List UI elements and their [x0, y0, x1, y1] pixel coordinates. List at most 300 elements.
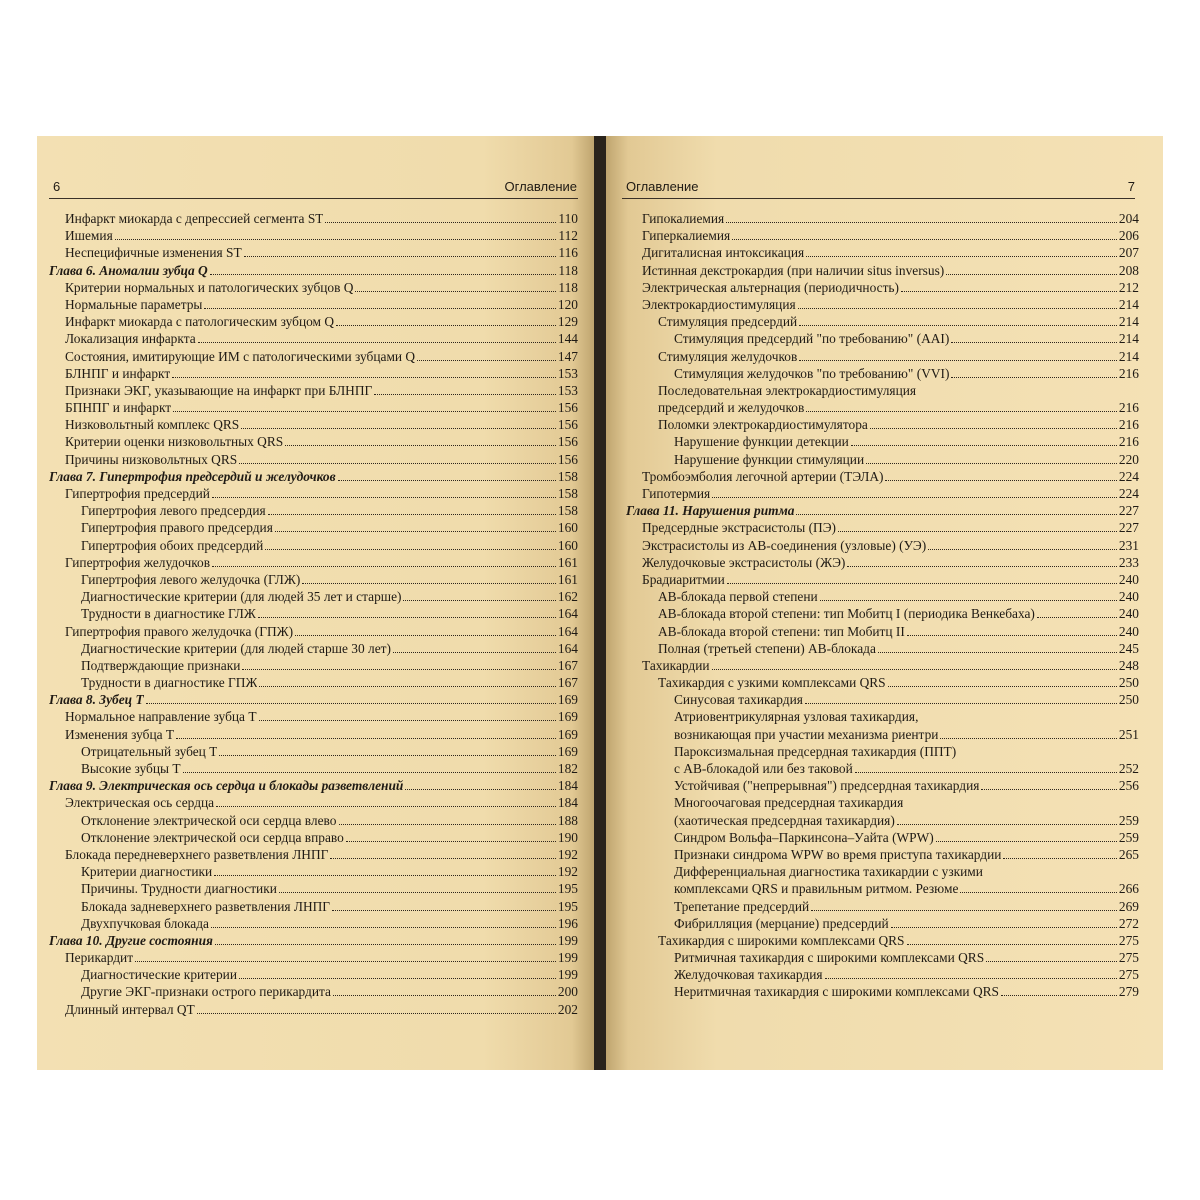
- toc-entry-title: Длинный интервал QT: [65, 1001, 195, 1017]
- toc-entry-page: 216: [1118, 417, 1139, 433]
- toc-entry-title: Локализация инфаркта: [65, 331, 196, 347]
- toc-entry-page: 158: [557, 486, 578, 501]
- toc-dot-leader: [907, 635, 1117, 636]
- toc-entry-page: 156: [557, 400, 578, 416]
- toc-dot-leader: [851, 445, 1117, 446]
- toc-entry: [626, 330, 1139, 347]
- toc-dot-leader: [907, 944, 1117, 945]
- toc-entry-page: 206: [1118, 228, 1139, 244]
- toc-entry-title: Глава 7. Гипертрофия предсердий и желудочков: [49, 468, 336, 484]
- toc-dot-leader: [259, 720, 556, 721]
- toc-entry-page: 251: [1118, 726, 1139, 742]
- toc-entry-title: возникающая при участии механизма риентри: [674, 726, 939, 742]
- toc-entry-page: 184: [557, 795, 578, 811]
- toc-entry-page: 240: [1118, 606, 1139, 622]
- toc-entry-page: 252: [1118, 761, 1139, 776]
- toc-dot-leader: [928, 549, 1117, 550]
- toc-entry-title: Инфаркт миокарда с депрессией сегмента ST: [65, 211, 324, 226]
- toc-entry-title: Трудности в диагностике ГЛЖ: [81, 606, 256, 622]
- toc-entry-page: 196: [557, 915, 578, 931]
- toc-dot-leader: [806, 256, 1117, 257]
- toc-entry: [626, 227, 1139, 244]
- toc-chapter-heading: [49, 777, 578, 794]
- toc-entry-title: Критерии диагностики: [81, 864, 213, 880]
- toc-entry: [626, 777, 1139, 794]
- toc-entry: [626, 296, 1139, 313]
- toc-dot-leader: [897, 824, 1117, 825]
- toc-entry-title: Гипертрофия обоих предсердий: [81, 537, 264, 553]
- toc-entry-title: Гипертрофия правого предсердия: [81, 520, 273, 536]
- toc-entry-page: 245: [1118, 640, 1139, 656]
- toc-entry: [49, 279, 578, 296]
- toc-dot-leader: [1003, 858, 1116, 859]
- toc-entry-page: 227: [1118, 520, 1139, 536]
- toc-entry: [626, 348, 1139, 365]
- toc-entry-title: Тромбоэмболия легочной артерии (ТЭЛА): [642, 468, 884, 484]
- toc-entry-title: Диагностические критерии: [81, 967, 238, 983]
- toc-entry-page: 204: [1118, 211, 1139, 226]
- toc-entry: [626, 605, 1139, 622]
- toc-entry: [49, 502, 578, 519]
- toc-entry-page: 214: [1118, 331, 1139, 347]
- toc-dot-leader: [214, 875, 556, 876]
- toc-entry: [626, 726, 1139, 743]
- toc-dot-leader: [355, 291, 556, 292]
- toc-entry-page: 256: [1118, 778, 1139, 794]
- toc-entry-page: 160: [557, 537, 578, 553]
- toc-dot-leader: [806, 411, 1117, 412]
- toc-entry-page: 161: [557, 554, 578, 570]
- toc-entry-title: Глава 8. Зубец T: [49, 692, 144, 708]
- toc-entry: [49, 571, 578, 588]
- toc-entry-title: Изменения зубца T: [65, 726, 175, 742]
- toc-entry-title: Нормальное направление зубца T: [65, 709, 257, 725]
- toc-entry-title: Желудочковые экстрасистолы (ЖЭ): [642, 554, 846, 570]
- toc-entry: [49, 588, 578, 605]
- toc-dot-leader: [951, 377, 1116, 378]
- toc-dot-leader: [870, 428, 1117, 429]
- toc-entry-page: 188: [557, 812, 578, 828]
- toc-dot-leader: [1001, 995, 1117, 996]
- toc-dot-leader: [258, 617, 556, 618]
- toc-dot-leader: [176, 738, 556, 739]
- toc-dot-leader: [210, 274, 557, 275]
- toc-entry-title: Признаки синдрома WPW во время приступа тахикардии: [674, 846, 1002, 862]
- toc-entry: [49, 382, 578, 399]
- toc-entry-title: Тахикардии: [642, 657, 710, 673]
- toc-entry: [626, 399, 1139, 416]
- toc-entry: [49, 898, 578, 915]
- toc-entry: [49, 657, 578, 674]
- toc-entry-title: Поломки электрокардиостимулятора: [658, 417, 868, 433]
- toc-entry: [49, 365, 578, 382]
- toc-entry: [49, 794, 578, 811]
- toc-entry-page: 162: [557, 589, 578, 605]
- right-page: [606, 136, 1163, 1070]
- toc-dot-leader: [268, 514, 556, 515]
- toc-entry: [49, 605, 578, 622]
- toc-entry: [49, 416, 578, 433]
- toc-dot-leader: [241, 428, 556, 429]
- toc-entry-page: 208: [1118, 262, 1139, 278]
- toc-entry-title: Глава 11. Нарушения ритма: [626, 503, 795, 519]
- toc-entry-title: Гипокалиемия: [642, 211, 725, 226]
- toc-entry: [626, 880, 1139, 897]
- toc-entry-page: 164: [557, 640, 578, 656]
- toc-entry: [626, 210, 1139, 227]
- toc-entry-title: Тахикардия с узкими комплексами QRS: [658, 675, 886, 691]
- toc-entry: [626, 898, 1139, 915]
- toc-entry: [626, 451, 1139, 468]
- toc-entry-page: 227: [1118, 503, 1139, 519]
- toc-entry-page: 231: [1118, 537, 1139, 553]
- toc-dot-leader: [204, 308, 555, 309]
- toc-entry-page: 192: [557, 846, 578, 862]
- toc-entry-page: 214: [1118, 296, 1139, 312]
- toc-entry-title: Состояния, имитирующие ИМ с патологическими зубцами Q: [65, 348, 416, 364]
- toc-entry: [49, 760, 578, 777]
- toc-dot-leader: [346, 841, 556, 842]
- toc-entry-page: 164: [557, 623, 578, 639]
- toc-dot-leader: [936, 841, 1117, 842]
- toc-entry: [49, 330, 578, 347]
- left-running-title: Оглавление: [504, 179, 577, 194]
- toc-entry-title: Брадиаритмии: [642, 571, 725, 587]
- toc-entry-page: 118: [558, 262, 578, 278]
- toc-entry: [626, 846, 1139, 863]
- toc-entry-page: 240: [1118, 623, 1139, 639]
- toc-entry: [49, 451, 578, 468]
- toc-entry-title: Неритмичная тахикардия с широкими комплексами QRS: [674, 984, 999, 1000]
- toc-entry-title: Критерии нормальных и патологических зубцов Q: [65, 279, 354, 295]
- toc-entry-page: 220: [1118, 451, 1139, 467]
- toc-entry-page: 199: [557, 950, 578, 966]
- toc-entry-title: Критерии оценки низковольтных QRS: [65, 434, 284, 450]
- toc-entry-page: 240: [1118, 571, 1139, 587]
- toc-entry-title: Стимуляция предсердий "по требованию" (AAI): [674, 331, 950, 347]
- toc-entry-title: Низковольтный комплекс QRS: [65, 417, 240, 433]
- toc-entry: [49, 554, 578, 571]
- toc-entry: [49, 812, 578, 829]
- toc-entry-title: Гипертрофия левого предсердия: [81, 503, 266, 519]
- toc-dot-leader: [960, 892, 1116, 893]
- toc-dot-leader: [332, 910, 556, 911]
- toc-entry: [626, 554, 1139, 571]
- toc-entry-title: Предсердные экстрасистолы (ПЭ): [642, 520, 837, 536]
- toc-dot-leader: [799, 325, 1117, 326]
- toc-entry-title: БЛНПГ и инфаркт: [65, 365, 171, 381]
- toc-entry-page: 200: [557, 984, 578, 1000]
- toc-entry-title: предсердий и желудочков: [658, 400, 805, 416]
- toc-entry-title: Другие ЭКГ-признаки острого перикардита: [81, 984, 331, 1000]
- toc-dot-leader: [798, 308, 1117, 309]
- toc-chapter-heading: [49, 468, 578, 485]
- toc-entry: [626, 708, 1139, 725]
- toc-entry-title: Блокада задневерхнего разветвления ЛНПГ: [81, 898, 331, 914]
- left-page-number: 6: [53, 179, 61, 194]
- toc-entry: [626, 743, 1139, 760]
- toc-entry: [626, 760, 1139, 777]
- toc-dot-leader: [197, 1013, 556, 1014]
- toc-entry-page: 156: [557, 451, 578, 467]
- toc-entry-title: Гипотермия: [642, 486, 711, 501]
- toc-entry-title: Фибрилляция (мерцание) предсердий: [674, 915, 889, 931]
- toc-entry: [626, 279, 1139, 296]
- toc-dot-leader: [727, 583, 1117, 584]
- toc-entry: [49, 348, 578, 365]
- toc-dot-leader: [732, 239, 1117, 240]
- toc-entry-title: (хаотическая предсердная тахикардия): [674, 812, 895, 828]
- toc-dot-leader: [183, 772, 556, 773]
- toc-dot-leader: [940, 738, 1116, 739]
- toc-entry: [49, 537, 578, 554]
- toc-entry: [626, 983, 1139, 1000]
- toc-entry-page: 167: [557, 675, 578, 691]
- toc-entry-page: 182: [557, 761, 578, 776]
- toc-entry-title: Причины. Трудности диагностики: [81, 881, 277, 897]
- toc-dot-leader: [198, 342, 556, 343]
- toc-entry-title: Диагностические критерии (для людей старше 30 лет): [81, 640, 391, 656]
- toc-entry: [626, 949, 1139, 966]
- toc-entry-title: с АВ-блокадой или без таковой: [674, 761, 853, 776]
- toc-entry-page: 265: [1118, 846, 1139, 862]
- toc-entry: [626, 623, 1139, 640]
- right-running-head: [626, 178, 1135, 196]
- toc-entry: [626, 468, 1139, 485]
- toc-dot-leader: [796, 514, 1116, 515]
- toc-entry: [49, 296, 578, 313]
- toc-entry-title: Электрическая ось сердца: [65, 795, 215, 811]
- open-book: [37, 136, 1163, 1070]
- toc-entry-title: Стимуляция предсердий: [658, 314, 798, 330]
- toc-entry-page: 275: [1118, 967, 1139, 983]
- toc-dot-leader: [811, 910, 1117, 911]
- toc-entry: [49, 966, 578, 983]
- toc-entry-page: 192: [557, 864, 578, 880]
- toc-dot-leader: [285, 445, 556, 446]
- toc-entry-title: Глава 6. Аномалии зубца Q: [49, 262, 208, 278]
- toc-entry-page: 279: [1118, 984, 1139, 1000]
- toc-dot-leader: [888, 686, 1117, 687]
- toc-entry-title: Атриовентрикулярная узловая тахикардия,: [674, 709, 919, 725]
- toc-entry-page: 156: [557, 417, 578, 433]
- toc-entry-page: 116: [558, 245, 578, 261]
- toc-entry: [49, 863, 578, 880]
- toc-entry-page: 118: [558, 279, 578, 295]
- toc-dot-leader: [901, 291, 1117, 292]
- toc-entry-title: Подтверждающие признаки: [81, 657, 241, 673]
- toc-entry-title: Дигиталисная интоксикация: [642, 245, 805, 261]
- toc-entry-page: 214: [1118, 348, 1139, 364]
- toc-entry-title: Нарушение функции детекции: [674, 434, 849, 450]
- toc-dot-leader: [244, 256, 557, 257]
- toc-dot-leader: [115, 239, 557, 240]
- toc-entry-title: Трудности в диагностике ГПЖ: [81, 675, 258, 691]
- toc-entry-page: 266: [1118, 881, 1139, 897]
- toc-entry-title: Электрокардиостимуляция: [642, 296, 796, 312]
- toc-entry: [626, 433, 1139, 450]
- toc-entry: [626, 829, 1139, 846]
- toc-entry-title: комплексами QRS и правильным ритмом. Резюме: [674, 881, 959, 897]
- toc-dot-leader: [726, 222, 1117, 223]
- toc-entry-title: Перикардит: [65, 950, 134, 966]
- toc-entry-title: Гипертрофия желудочков: [65, 554, 211, 570]
- toc-entry: [626, 812, 1139, 829]
- toc-entry: [49, 227, 578, 244]
- toc-entry-page: 169: [557, 743, 578, 759]
- toc-entry-page: 161: [557, 571, 578, 587]
- toc-dot-leader: [239, 463, 556, 464]
- toc-entry-title: Гиперкалиемия: [642, 228, 731, 244]
- toc-dot-leader: [336, 325, 556, 326]
- toc-entry-title: Многоочаговая предсердная тахикардия: [674, 795, 904, 811]
- toc-entry-page: 275: [1118, 950, 1139, 966]
- right-toc-list: [626, 210, 1139, 1001]
- toc-entry-title: Синусовая тахикардия: [674, 692, 803, 708]
- toc-dot-leader: [211, 927, 556, 928]
- toc-dot-leader: [855, 772, 1117, 773]
- toc-dot-leader: [333, 995, 556, 996]
- toc-entry-title: Отклонение электрической оси сердца вправо: [81, 829, 344, 845]
- toc-entry-page: 224: [1118, 468, 1139, 484]
- toc-entry: [626, 588, 1139, 605]
- toc-entry-title: Трепетание предсердий: [674, 898, 810, 914]
- toc-dot-leader: [212, 497, 556, 498]
- toc-dot-leader: [878, 652, 1117, 653]
- toc-entry-page: 216: [1118, 400, 1139, 416]
- toc-entry-page: 212: [1118, 279, 1139, 295]
- toc-dot-leader: [986, 961, 1117, 962]
- toc-entry: [49, 829, 578, 846]
- toc-dot-leader: [239, 978, 556, 979]
- toc-entry-title: АВ-блокада второй степени: тип Мобитц I (периодика Венкебаха): [658, 606, 1035, 622]
- toc-entry-title: Стимуляция желудочков: [658, 348, 798, 364]
- toc-entry-page: 272: [1118, 915, 1139, 931]
- toc-entry: [49, 623, 578, 640]
- toc-chapter-heading: [49, 932, 578, 949]
- toc-entry: [626, 966, 1139, 983]
- toc-entry-page: 202: [557, 1001, 578, 1017]
- toc-entry-page: 112: [558, 228, 578, 244]
- toc-dot-leader: [847, 566, 1117, 567]
- toc-entry-page: 169: [557, 692, 578, 708]
- toc-dot-leader: [403, 600, 555, 601]
- toc-dot-leader: [405, 789, 556, 790]
- toc-chapter-heading: [626, 502, 1139, 519]
- toc-dot-leader: [259, 686, 555, 687]
- toc-dot-leader: [295, 635, 556, 636]
- toc-dot-leader: [712, 497, 1117, 498]
- toc-entry-page: 195: [557, 898, 578, 914]
- toc-dot-leader: [219, 755, 556, 756]
- toc-dot-leader: [946, 274, 1117, 275]
- toc-entry-page: 160: [557, 520, 578, 536]
- toc-entry: [626, 691, 1139, 708]
- toc-entry-page: 156: [557, 434, 578, 450]
- toc-dot-leader: [825, 978, 1117, 979]
- toc-entry: [49, 485, 578, 502]
- toc-dot-leader: [712, 669, 1117, 670]
- toc-entry-page: 169: [557, 726, 578, 742]
- toc-dot-leader: [242, 669, 556, 670]
- toc-entry-page: 158: [557, 468, 578, 484]
- toc-dot-leader: [417, 360, 556, 361]
- toc-entry-page: 190: [557, 829, 578, 845]
- toc-entry: [626, 519, 1139, 536]
- right-page-number: 7: [1127, 179, 1135, 194]
- toc-entry-title: БПНПГ и инфаркт: [65, 400, 172, 416]
- toc-entry-page: 269: [1118, 898, 1139, 914]
- toc-entry: [626, 640, 1139, 657]
- toc-entry-page: 207: [1118, 245, 1139, 261]
- toc-entry-title: Электрическая альтернация (периодичность): [642, 279, 899, 295]
- left-page: [37, 136, 594, 1070]
- toc-entry-page: 240: [1118, 589, 1139, 605]
- toc-dot-leader: [981, 789, 1116, 790]
- toc-entry-title: Пароксизмальная предсердная тахикардия (ППТ): [674, 743, 957, 759]
- toc-entry-title: Гипертрофия правого желудочка (ГПЖ): [65, 623, 294, 639]
- toc-entry: [626, 571, 1139, 588]
- toc-dot-leader: [279, 892, 556, 893]
- toc-entry: [49, 949, 578, 966]
- toc-entry: [49, 708, 578, 725]
- toc-entry: [49, 244, 578, 261]
- toc-dot-leader: [212, 566, 556, 567]
- toc-entry: [49, 880, 578, 897]
- toc-entry-title: Блокада передневерхнего разветвления ЛНПГ: [65, 846, 329, 862]
- toc-entry-page: 250: [1118, 675, 1139, 691]
- toc-entry-page: 199: [557, 967, 578, 983]
- toc-entry: [626, 674, 1139, 691]
- toc-entry-page: 169: [557, 709, 578, 725]
- toc-entry-page: 195: [557, 881, 578, 897]
- toc-entry-title: Диагностические критерии (для людей 35 лет и старше): [81, 589, 402, 605]
- toc-entry-page: 144: [557, 331, 578, 347]
- toc-dot-leader: [885, 480, 1116, 481]
- toc-entry-page: 250: [1118, 692, 1139, 708]
- toc-entry-title: Последовательная электрокардиостимуляция: [658, 382, 917, 398]
- toc-dot-leader: [135, 961, 556, 962]
- toc-dot-leader: [172, 377, 556, 378]
- toc-entry-title: Гипертрофия предсердий: [65, 486, 210, 501]
- toc-entry-title: Причины низковольтных QRS: [65, 451, 238, 467]
- toc-entry: [626, 244, 1139, 261]
- toc-entry: [49, 743, 578, 760]
- toc-dot-leader: [838, 531, 1117, 532]
- toc-entry: [626, 657, 1139, 674]
- toc-dot-leader: [265, 549, 556, 550]
- toc-entry: [49, 983, 578, 1000]
- toc-entry: [626, 915, 1139, 932]
- toc-entry-title: Ишемия: [65, 228, 113, 244]
- toc-entry: [49, 915, 578, 932]
- toc-entry-title: Истинная декстрокардия (при наличии situs inversus): [642, 262, 945, 278]
- toc-entry: [49, 640, 578, 657]
- toc-entry: [626, 382, 1139, 399]
- toc-entry: [49, 313, 578, 330]
- toc-dot-leader: [374, 394, 556, 395]
- toc-entry: [49, 433, 578, 450]
- toc-entry-title: Стимуляция желудочков "по требованию" (VVI): [674, 365, 950, 381]
- left-running-head: [53, 178, 577, 196]
- toc-entry-page: 153: [557, 382, 578, 398]
- toc-dot-leader: [216, 806, 556, 807]
- left-header-rule: [49, 198, 578, 199]
- toc-entry-title: Полная (третьей степени) АВ-блокада: [658, 640, 876, 656]
- toc-entry: [626, 416, 1139, 433]
- toc-entry: [626, 365, 1139, 382]
- toc-chapter-heading: [49, 691, 578, 708]
